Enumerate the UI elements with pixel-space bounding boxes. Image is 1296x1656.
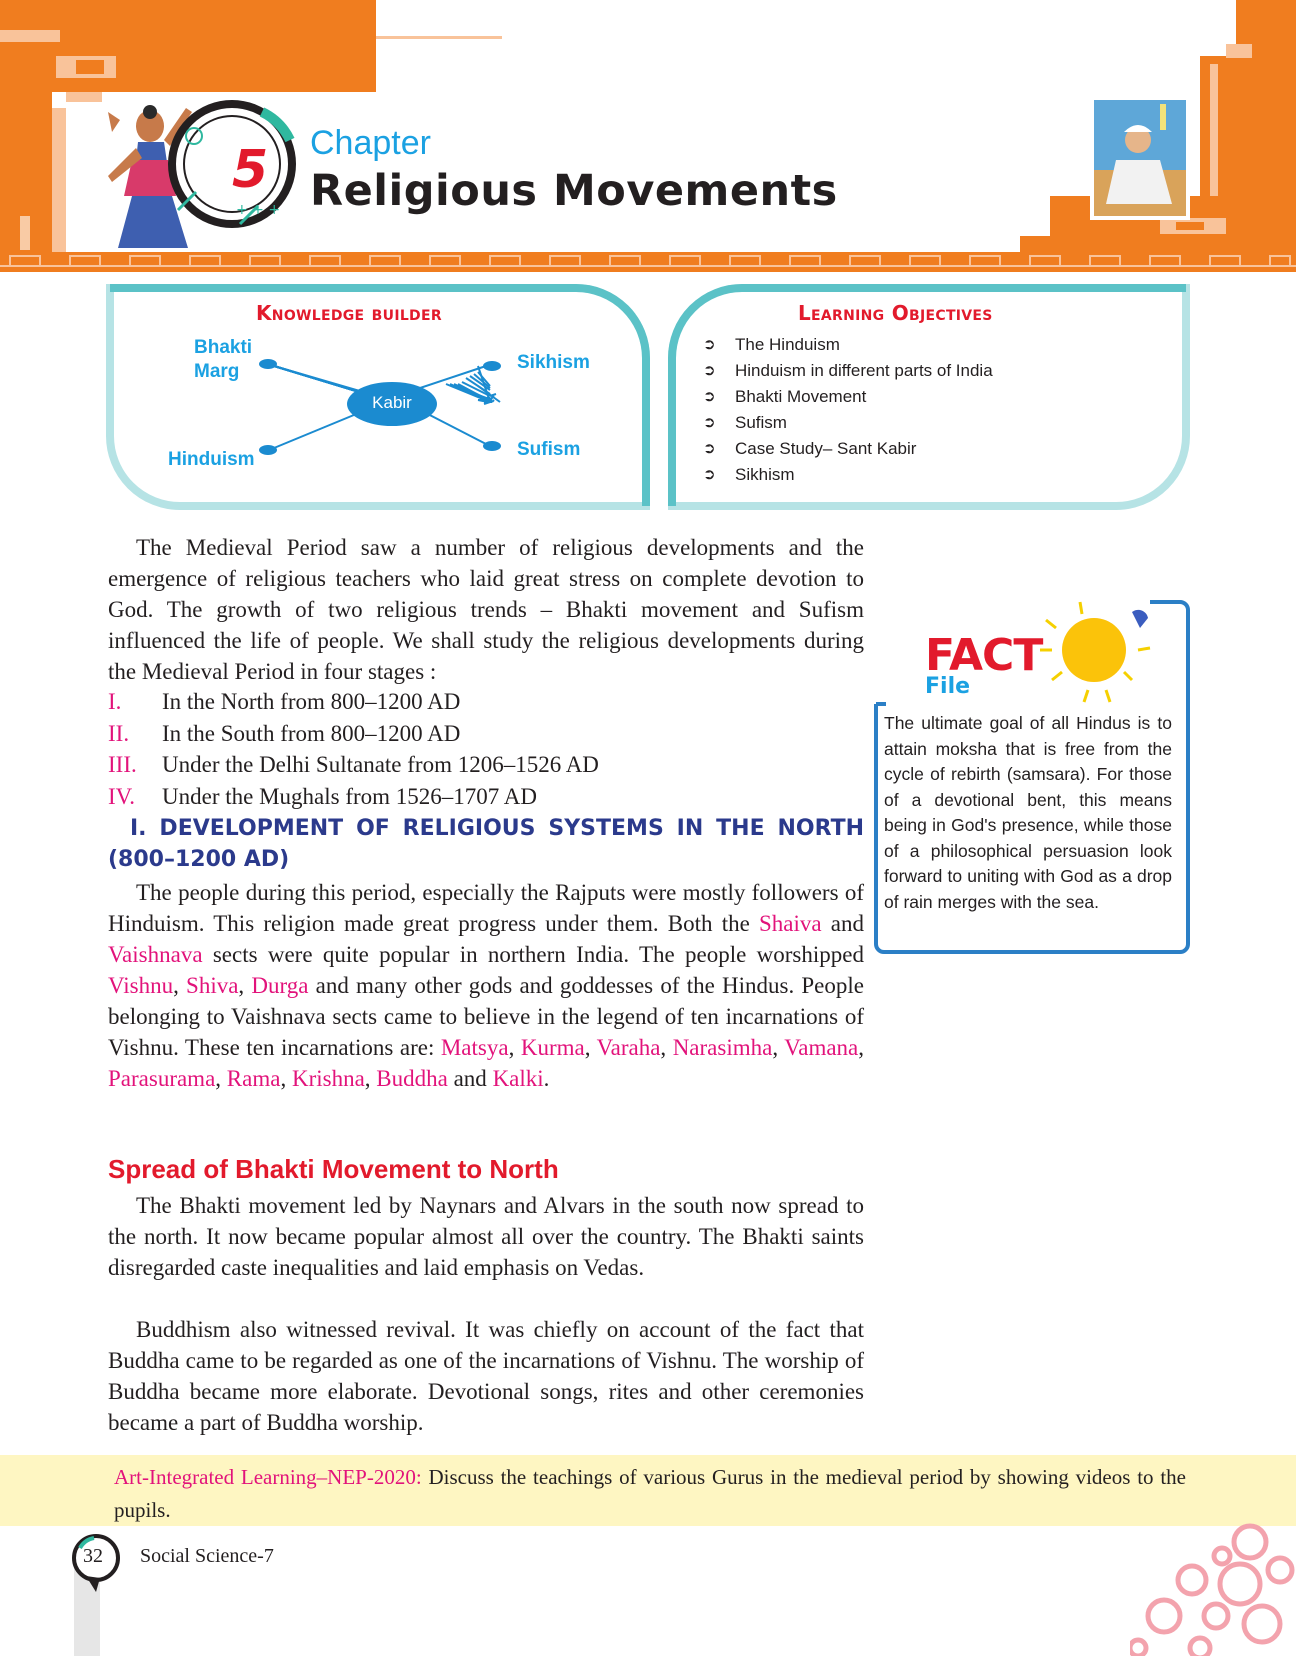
list-item: ➲ The Hinduism (703, 332, 993, 358)
saint-portrait (1092, 98, 1188, 218)
arrow-bullet-icon: ➲ (703, 414, 716, 431)
knowledge-builder-title: Knowledge builder (256, 301, 442, 325)
chapter-header (0, 0, 1296, 272)
fact-file-text: The ultimate goal of all Hindus is to attain moksha that is free from the cycle of rebirth (samsara). For those of a devotional bent, this means being in God's presence, while those of a philosophical persuasion look forward to uniting with God as a drop of rain merges with the sea. (884, 713, 1172, 912)
sun-icon (1040, 602, 1150, 702)
arrow-bullet-icon: ➲ (703, 336, 716, 353)
arrow-bullet-icon: ➲ (703, 466, 716, 483)
svg-text:+ + +: + + + (236, 202, 281, 218)
list-item: ➲ Sikhism (703, 462, 993, 488)
list-item: ➲ Bhakti Movement (703, 384, 993, 410)
arrow-bullet-icon: ➲ (703, 362, 716, 379)
kb-node-bhakti-marg: Bhakti Marg (194, 337, 253, 382)
arrow-bullet-icon: ➲ (703, 440, 716, 457)
chapter-label: Chapter (310, 124, 431, 162)
list-item: ➲ Sufism (703, 410, 993, 436)
stage-item: III. Under the Delhi Sultanate from 1206–1526 AD (108, 752, 599, 777)
kb-node-sufism: Sufism (517, 439, 581, 460)
arrow-bullet-icon: ➲ (703, 388, 716, 405)
intro-paragraph: The Medieval Period saw a number of religious developments and the emergence of religious teachers who laid great stress on complete devotion to God. The growth of two religious trends – Bhakti movement and Sufism influenced the life of people. We shall study the religious developments during the Medieval Period in four stages : (108, 535, 864, 684)
buddhism-paragraph: Buddhism also witnessed revival. It was chiefly on account of the fact that Buddha came to be regarded as one of the incarnations of Vishnu. The worship of Buddha became more elaborate. Devotional songs, rites and other ceremonies became a part of Buddha worship. (108, 1317, 864, 1435)
kb-node-sikhism: Sikhism (517, 352, 590, 373)
learning-objectives-list (703, 332, 993, 488)
kb-node-kabir: Kabir (372, 393, 412, 412)
header-decoration (0, 0, 1296, 272)
book-title: Social Science-7 (140, 1545, 274, 1567)
section-heading-period: (800–1200 AD) (108, 847, 290, 872)
stage-item: I. In the North from 800–1200 AD (108, 689, 461, 714)
subsection-paragraph: The Bhakti movement led by Naynars and Alvars in the south now spread to the north. It now became popular almost all over the country. The Bhakti saints disregarded caste inequalities and laid emphasis on Vedas. (108, 1193, 864, 1280)
art-integrated-text: Art-Integrated Learning–NEP-2020: Discuss the teachings of various Gurus in the medieval period by showing videos to the pupils. (114, 1465, 1186, 1522)
knowledge-builder-box (106, 284, 650, 510)
section1-paragraph: The people during this period, especially the Rajputs were mostly followers of Hinduism. This religion made great progress under them. Both the Shaiva and Vaishnava sects were quite popular in northern India. The people worshipped Vishnu, Shiva, Durga and many other gods and goddesses of the Hindus. People belonging to Vaishnava sects came to believe in the legend of ten incarnations of Vishnu. These ten incarnations are: Matsya, Kurma, Varaha, Narasimha, Vamana, Parasurama, Rama, Krishna, Buddha and Kalki. (108, 880, 865, 1091)
learning-objectives-title: Learning Objectives (798, 301, 993, 325)
art-integrated-label: Art-Integrated Learning–NEP-2020: (114, 1465, 422, 1489)
chapter-number: 5 (232, 140, 269, 200)
fact-heading: FACT (925, 630, 1043, 681)
file-heading: File (925, 674, 971, 699)
stage-item: II. In the South from 800–1200 AD (108, 721, 461, 746)
section-heading: I. DEVELOPMENT OF RELIGIOUS SYSTEMS IN THE NORTH (130, 816, 864, 841)
chapter-title: Religious Movements (310, 166, 838, 216)
decorative-circles (1130, 1520, 1296, 1656)
subsection-heading: Spread of Bhakti Movement to North (108, 1154, 559, 1184)
stage-item: IV. Under the Mughals from 1526–1707 AD (108, 784, 537, 809)
kb-node-hinduism: Hinduism (168, 449, 255, 470)
page-number: 32 (83, 1545, 103, 1567)
list-item: ➲ Hinduism in different parts of India (703, 358, 993, 384)
list-item: ➲ Case Study– Sant Kabir (703, 436, 993, 462)
